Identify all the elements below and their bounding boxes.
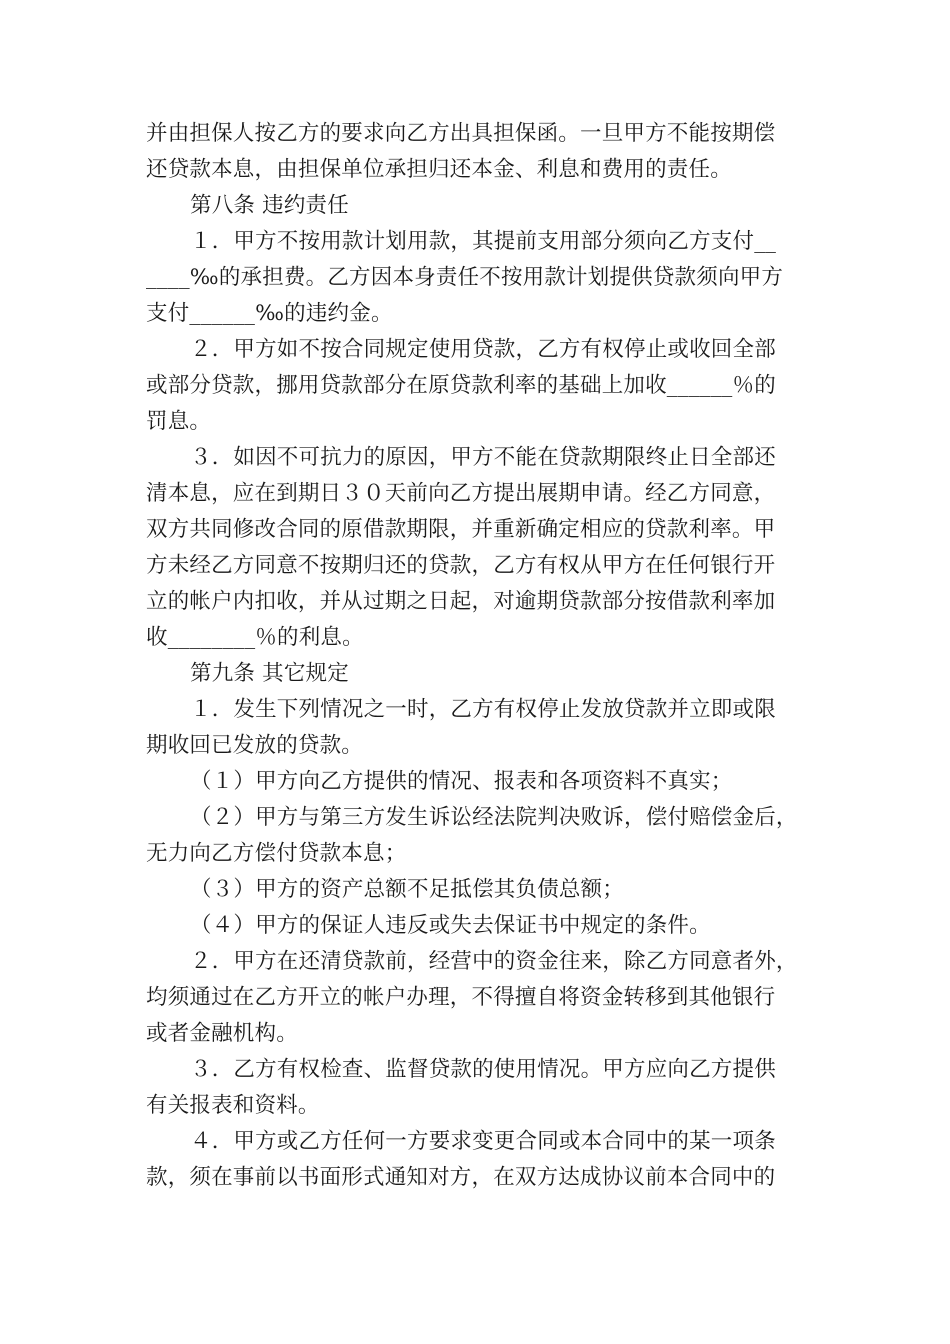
text-line: 还贷款本息，由担保单位承担归还本金、利息和费用的责任。: [146, 157, 732, 182]
text-line: 立的帐户内扣收，并从过期之日起，对逾期贷款部分按借款利率加: [146, 589, 776, 614]
text-line: 并由担保人按乙方的要求向乙方出具担保函。一旦甲方不能按期偿: [146, 121, 776, 146]
text-line: ３．如因不可抗力的原因，甲方不能在贷款期限终止日全部还: [190, 445, 776, 470]
text-line: （３）甲方的资产总额不足抵偿其负债总额；: [190, 877, 625, 902]
text-line: 期收回已发放的贷款。: [146, 733, 364, 758]
text-line: 支付______‰的违约金。: [146, 301, 393, 326]
text-line: （４）甲方的保证人违反或失去保证书中规定的条件。: [190, 913, 711, 938]
text-line: 有关报表和资料。: [146, 1093, 320, 1118]
text-line: 清本息，应在到期日３０天前向乙方提出展期申请。经乙方同意，: [146, 481, 776, 506]
text-line: 双方共同修改合同的原借款期限，并重新确定相应的贷款利率。甲: [146, 517, 776, 542]
text-line: ３．乙方有权检查、监督贷款的使用情况。甲方应向乙方提供: [190, 1057, 776, 1082]
text-line: ____‰的承担费。乙方因本身责任不按用款计划提供贷款须向甲方: [146, 265, 784, 290]
text-line: 或部分贷款，挪用贷款部分在原贷款利率的基础上加收______％的: [146, 373, 776, 398]
text-line: 罚息。: [146, 409, 212, 434]
text-line: 均须通过在乙方开立的帐户办理，不得擅自将资金转移到其他银行: [146, 985, 776, 1010]
text-line: １．发生下列情况之一时，乙方有权停止发放贷款并立即或限: [190, 697, 776, 722]
text-line: ２．甲方在还清贷款前，经营中的资金往来，除乙方同意者外，: [190, 949, 798, 974]
text-line: 方未经乙方同意不按期归还的贷款，乙方有权从甲方在任何银行开: [146, 553, 776, 578]
text-line: 或者金融机构。: [146, 1021, 298, 1046]
text-line: ２．甲方如不按合同规定使用贷款，乙方有权停止或收回全部: [190, 337, 776, 362]
text-line: 无力向乙方偿付贷款本息；: [146, 841, 407, 866]
text-line: （２）甲方与第三方发生诉讼经法院判决败诉，偿付赔偿金后，: [190, 805, 798, 830]
text-line: （１）甲方向乙方提供的情况、报表和各项资料不真实；: [190, 769, 733, 794]
document-body: [146, 116, 808, 1196]
text-line: 款，须在事前以书面形式通知对方，在双方达成协议前本合同中的: [146, 1165, 776, 1190]
article-heading-8: 第八条 违约责任: [190, 193, 349, 218]
text-line: 收________％的利息。: [146, 625, 364, 650]
article-heading-9: 第九条 其它规定: [190, 661, 349, 686]
text-line: ４．甲方或乙方任何一方要求变更合同或本合同中的某一项条: [190, 1129, 776, 1154]
text-line: １．甲方不按用款计划用款，其提前支用部分须向乙方支付__: [190, 229, 777, 254]
